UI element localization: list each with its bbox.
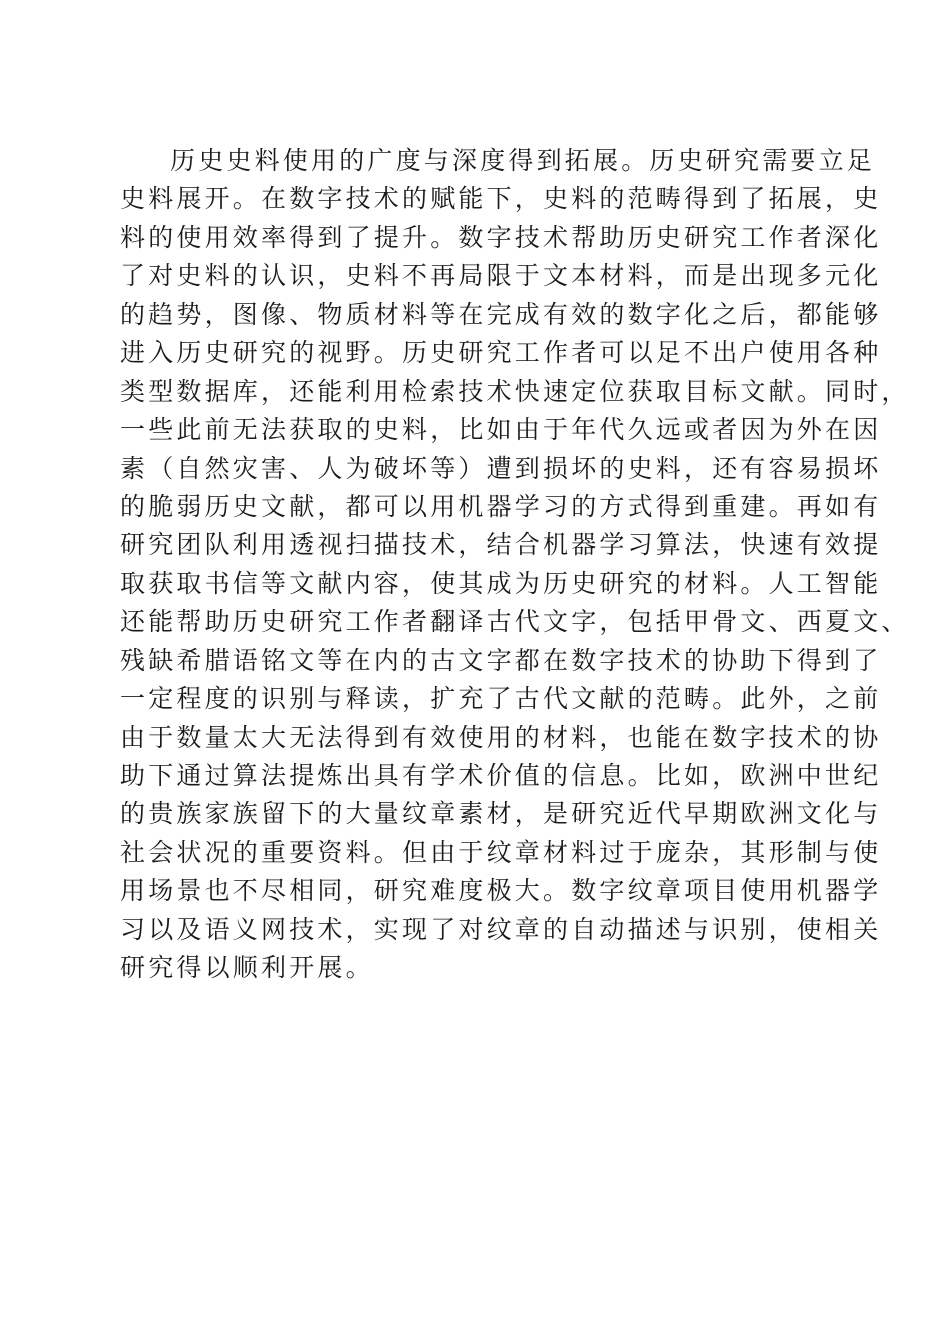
paragraph-line: 的趋势，图像、物质材料等在完成有效的数字化之后，都能够 — [120, 299, 882, 329]
paragraph-line: 进入历史研究的视野。历史研究工作者可以足不出户使用各种 — [120, 338, 882, 368]
paragraph-line: 的贵族家族留下的大量纹章素材，是研究近代早期欧洲文化与 — [120, 799, 882, 829]
paragraph-line: 历史史料使用的广度与深度得到拓展。历史研究需要立足 — [170, 146, 876, 175]
paragraph-line: 助下通过算法提炼出具有学术价值的信息。比如，欧洲中世纪 — [120, 761, 882, 790]
paragraph-line: 由于数量太大无法得到有效使用的材料，也能在数字技术的协 — [120, 722, 882, 752]
paragraph-line: 残缺希腊语铭文等在内的古文字都在数字技术的协助下得到了 — [120, 645, 882, 675]
paragraph-line: 素（自然灾害、人为破坏等）遭到损坏的史料，还有容易损坏 — [120, 453, 882, 483]
paragraph-line: 还能帮助历史研究工作者翻译古代文字，包括甲骨文、西夏文、 — [120, 607, 910, 637]
paragraph-line: 用场景也不尽相同，研究难度极大。数字纹章项目使用机器学 — [120, 876, 882, 906]
paragraph-line: 类型数据库，还能利用检索技术快速定位获取目标文献。同时， — [120, 376, 910, 406]
paragraph-line: 料的使用效率得到了提升。数字技术帮助历史研究工作者深化 — [120, 222, 882, 252]
paragraph-line: 了对史料的认识，史料不再局限于文本材料，而是出现多元化 — [120, 261, 882, 291]
paragraph-line: 习以及语义网技术，实现了对纹章的自动描述与识别，使相关 — [120, 914, 882, 944]
paragraph-line: 研究团队利用透视扫描技术，结合机器学习算法，快速有效提 — [120, 530, 882, 560]
paragraph-line: 一定程度的识别与释读，扩充了古代文献的范畴。此外，之前 — [120, 684, 882, 714]
paragraph-line: 研究得以顺利开展。 — [120, 953, 374, 983]
paragraph-line: 一些此前无法获取的史料，比如由于年代久远或者因为外在因 — [120, 415, 882, 445]
paragraph-line: 史料展开。在数字技术的赋能下，史料的范畴得到了拓展，史 — [120, 184, 882, 214]
body-paragraph — [120, 142, 910, 988]
paragraph-line: 社会状况的重要资料。但由于纹章材料过于庞杂，其形制与使 — [120, 837, 882, 867]
paragraph-line: 的脆弱历史文献，都可以用机器学习的方式得到重建。再如有 — [120, 491, 882, 521]
paragraph-line: 取获取书信等文献内容，使其成为历史研究的材料。人工智能 — [120, 568, 882, 598]
